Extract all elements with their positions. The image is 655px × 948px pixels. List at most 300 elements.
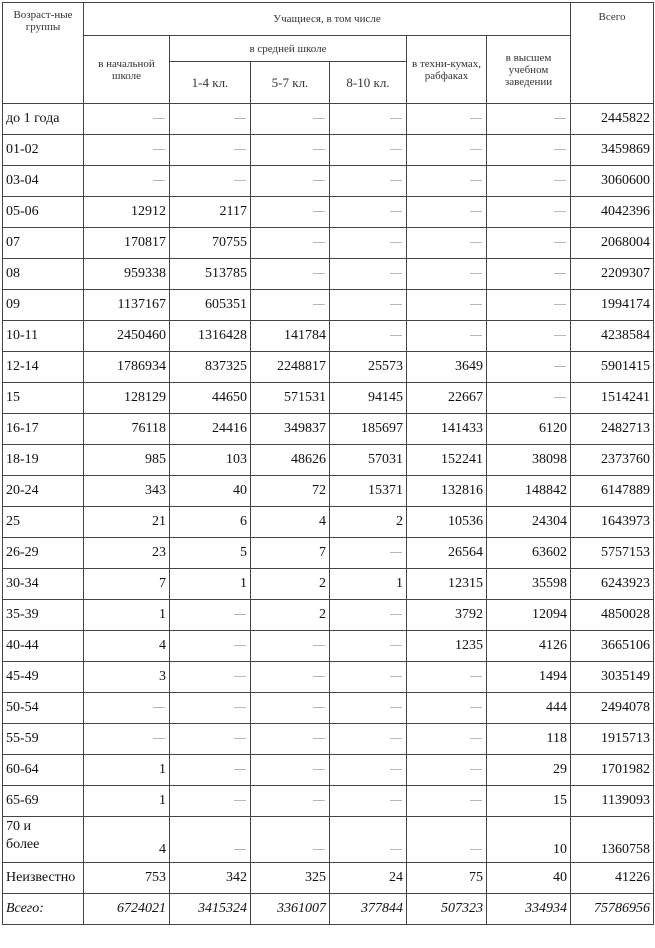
value-cell: 1 xyxy=(84,755,170,786)
value-cell: 3 xyxy=(84,662,170,693)
age-group-cell: 09 xyxy=(3,290,84,321)
dash-cell xyxy=(407,259,487,290)
dash-mark xyxy=(390,118,402,119)
value-cell: 5 xyxy=(170,538,251,569)
value-cell: 1 xyxy=(84,786,170,817)
value-cell: 141433 xyxy=(407,414,487,445)
dash-mark xyxy=(153,180,165,181)
dash-mark xyxy=(470,335,482,336)
value-cell: 29 xyxy=(487,755,571,786)
age-group-cell: 08 xyxy=(3,259,84,290)
table-row xyxy=(3,259,654,290)
dash-cell xyxy=(330,817,407,863)
value-cell: 22667 xyxy=(407,383,487,414)
dash-mark xyxy=(234,800,246,801)
dash-cell xyxy=(330,321,407,352)
dash-cell xyxy=(251,228,330,259)
table-row xyxy=(3,104,654,135)
dash-cell xyxy=(407,104,487,135)
dash-mark xyxy=(390,707,402,708)
value-cell: 24416 xyxy=(170,414,251,445)
value-cell: 1235 xyxy=(407,631,487,662)
header-students-including: Учащиеся, в том числе xyxy=(84,3,571,36)
total-value-cell: 6147889 xyxy=(571,476,654,507)
value-cell: 343 xyxy=(84,476,170,507)
dash-cell xyxy=(251,693,330,724)
age-group-cell: 18-19 xyxy=(3,445,84,476)
value-cell: 132816 xyxy=(407,476,487,507)
dash-cell xyxy=(487,228,571,259)
dash-mark xyxy=(470,707,482,708)
dash-mark xyxy=(234,180,246,181)
value-cell: 118 xyxy=(487,724,571,755)
dash-cell xyxy=(170,135,251,166)
dash-cell xyxy=(330,166,407,197)
dash-cell xyxy=(330,786,407,817)
dash-cell xyxy=(330,631,407,662)
dash-mark xyxy=(554,397,566,398)
value-cell: 24304 xyxy=(487,507,571,538)
dash-cell xyxy=(330,290,407,321)
dash-cell xyxy=(84,724,170,755)
age-group-line: более xyxy=(6,837,40,852)
value-cell: 38098 xyxy=(487,445,571,476)
dash-mark xyxy=(470,676,482,677)
dash-cell xyxy=(170,693,251,724)
dash-mark xyxy=(153,738,165,739)
dash-mark xyxy=(313,707,325,708)
table-row xyxy=(3,631,654,662)
value-cell: 507323 xyxy=(407,894,487,925)
age-group-cell: 10-11 xyxy=(3,321,84,352)
value-cell: 2248817 xyxy=(251,352,330,383)
value-cell: 57031 xyxy=(330,445,407,476)
census-table xyxy=(2,2,654,925)
dash-cell xyxy=(487,290,571,321)
age-group-cell: 07 xyxy=(3,228,84,259)
table-row xyxy=(3,507,654,538)
value-cell: 94145 xyxy=(330,383,407,414)
value-cell: 7 xyxy=(84,569,170,600)
value-cell: 72 xyxy=(251,476,330,507)
value-cell: 2450460 xyxy=(84,321,170,352)
dash-cell xyxy=(407,786,487,817)
dash-cell xyxy=(251,786,330,817)
table-row xyxy=(3,321,654,352)
dash-cell xyxy=(170,724,251,755)
value-cell: 1 xyxy=(84,600,170,631)
dash-mark xyxy=(390,335,402,336)
value-cell: 513785 xyxy=(170,259,251,290)
dash-cell xyxy=(170,166,251,197)
value-cell: 325 xyxy=(251,863,330,894)
total-value-cell: 5901415 xyxy=(571,352,654,383)
dash-cell xyxy=(487,104,571,135)
table-row xyxy=(3,538,654,569)
value-cell: 128129 xyxy=(84,383,170,414)
dash-mark xyxy=(390,242,402,243)
table-row xyxy=(3,569,654,600)
dash-mark xyxy=(390,849,402,850)
total-value-cell: 1994174 xyxy=(571,290,654,321)
value-cell: 753 xyxy=(84,863,170,894)
dash-cell xyxy=(251,755,330,786)
dash-mark xyxy=(390,211,402,212)
dash-mark xyxy=(234,676,246,677)
dash-cell xyxy=(487,197,571,228)
dash-cell xyxy=(251,631,330,662)
value-cell: 141784 xyxy=(251,321,330,352)
dash-mark xyxy=(390,304,402,305)
dash-mark xyxy=(234,614,246,615)
table-row xyxy=(3,445,654,476)
dash-cell xyxy=(84,166,170,197)
age-group-cell: 12-14 xyxy=(3,352,84,383)
dash-cell xyxy=(330,600,407,631)
dash-mark xyxy=(313,149,325,150)
dash-cell xyxy=(170,755,251,786)
dash-cell xyxy=(330,197,407,228)
dash-mark xyxy=(313,273,325,274)
value-cell: 571531 xyxy=(251,383,330,414)
dash-mark xyxy=(390,769,402,770)
dash-cell xyxy=(170,786,251,817)
value-cell: 170817 xyxy=(84,228,170,259)
dash-mark xyxy=(554,118,566,119)
value-cell: 40 xyxy=(487,863,571,894)
value-cell: 1494 xyxy=(487,662,571,693)
table-body xyxy=(3,104,654,925)
value-cell: 152241 xyxy=(407,445,487,476)
dash-mark xyxy=(470,242,482,243)
dash-cell xyxy=(330,538,407,569)
total-value-cell: 2068004 xyxy=(571,228,654,259)
age-group-cell: 03-04 xyxy=(3,166,84,197)
dash-cell xyxy=(170,662,251,693)
table-row xyxy=(3,786,654,817)
dash-mark xyxy=(554,304,566,305)
value-cell: 342 xyxy=(170,863,251,894)
dash-cell xyxy=(407,166,487,197)
dash-cell xyxy=(330,259,407,290)
total-value-cell: 1514241 xyxy=(571,383,654,414)
value-cell: 44650 xyxy=(170,383,251,414)
total-value-cell: 5757153 xyxy=(571,538,654,569)
dash-mark xyxy=(554,211,566,212)
dash-cell xyxy=(487,135,571,166)
age-group-cell: 40-44 xyxy=(3,631,84,662)
value-cell: 70755 xyxy=(170,228,251,259)
dash-mark xyxy=(313,676,325,677)
total-value-cell: 1701982 xyxy=(571,755,654,786)
value-cell: 48626 xyxy=(251,445,330,476)
dash-mark xyxy=(390,273,402,274)
value-cell: 10536 xyxy=(407,507,487,538)
table-row xyxy=(3,817,654,863)
dash-cell xyxy=(84,693,170,724)
dash-cell xyxy=(330,755,407,786)
age-group-cell: 01-02 xyxy=(3,135,84,166)
dash-cell xyxy=(170,600,251,631)
dash-mark xyxy=(390,149,402,150)
value-cell: 148842 xyxy=(487,476,571,507)
table-row xyxy=(3,724,654,755)
value-cell: 7 xyxy=(251,538,330,569)
value-cell: 1137167 xyxy=(84,290,170,321)
value-cell: 12315 xyxy=(407,569,487,600)
table-row xyxy=(3,166,654,197)
dash-cell xyxy=(407,817,487,863)
dash-cell xyxy=(330,693,407,724)
dash-mark xyxy=(313,242,325,243)
value-cell: 75 xyxy=(407,863,487,894)
table-row xyxy=(3,600,654,631)
value-cell: 24 xyxy=(330,863,407,894)
dash-mark xyxy=(470,211,482,212)
page xyxy=(2,2,653,925)
value-cell: 63602 xyxy=(487,538,571,569)
dash-mark xyxy=(390,645,402,646)
value-cell: 40 xyxy=(170,476,251,507)
dash-cell xyxy=(407,724,487,755)
dash-cell xyxy=(84,135,170,166)
value-cell: 6 xyxy=(170,507,251,538)
table-row xyxy=(3,383,654,414)
value-cell: 12912 xyxy=(84,197,170,228)
dash-cell xyxy=(251,259,330,290)
header-grades-8-10: 8-10 кл. xyxy=(330,62,407,104)
total-value-cell: 3035149 xyxy=(571,662,654,693)
dash-mark xyxy=(313,849,325,850)
age-group-cell: 55-59 xyxy=(3,724,84,755)
value-cell: 4 xyxy=(84,631,170,662)
dash-mark xyxy=(234,849,246,850)
total-value-cell: 1360758 xyxy=(571,817,654,863)
dash-mark xyxy=(470,849,482,850)
value-cell: 2 xyxy=(330,507,407,538)
age-group-cell: 15 xyxy=(3,383,84,414)
dash-mark xyxy=(554,273,566,274)
dash-cell xyxy=(407,228,487,259)
dash-cell xyxy=(330,104,407,135)
dash-mark xyxy=(390,800,402,801)
dash-mark xyxy=(313,645,325,646)
value-cell: 1 xyxy=(330,569,407,600)
total-value-cell: 1915713 xyxy=(571,724,654,755)
value-cell: 3361007 xyxy=(251,894,330,925)
value-cell: 1316428 xyxy=(170,321,251,352)
table-row xyxy=(3,755,654,786)
value-cell: 4 xyxy=(84,817,170,863)
dash-mark xyxy=(470,738,482,739)
total-value-cell: 41226 xyxy=(571,863,654,894)
value-cell: 15371 xyxy=(330,476,407,507)
age-group-cell: 25 xyxy=(3,507,84,538)
dash-cell xyxy=(407,662,487,693)
dash-mark xyxy=(554,242,566,243)
dash-mark xyxy=(153,149,165,150)
dash-mark xyxy=(390,738,402,739)
age-group-cell: 16-17 xyxy=(3,414,84,445)
dash-mark xyxy=(390,676,402,677)
value-cell: 837325 xyxy=(170,352,251,383)
table-row xyxy=(3,228,654,259)
value-cell: 334934 xyxy=(487,894,571,925)
age-group-cell xyxy=(3,817,84,863)
value-cell: 985 xyxy=(84,445,170,476)
dash-mark xyxy=(234,707,246,708)
total-value-cell: 3459869 xyxy=(571,135,654,166)
dash-cell xyxy=(170,631,251,662)
table-row xyxy=(3,414,654,445)
value-cell: 1786934 xyxy=(84,352,170,383)
dash-mark xyxy=(470,118,482,119)
age-group-cell: Неизвестно xyxy=(3,863,84,894)
dash-mark xyxy=(554,366,566,367)
dash-mark xyxy=(470,149,482,150)
dash-cell xyxy=(407,135,487,166)
value-cell: 4126 xyxy=(487,631,571,662)
dash-cell xyxy=(487,383,571,414)
dash-cell xyxy=(84,104,170,135)
dash-mark xyxy=(153,707,165,708)
value-cell: 3792 xyxy=(407,600,487,631)
dash-cell xyxy=(170,104,251,135)
header-age-groups: Возраст-ные группы xyxy=(3,3,84,104)
dash-mark xyxy=(470,769,482,770)
value-cell: 6724021 xyxy=(84,894,170,925)
header-technical-schools: в техни-кумах, рабфаках xyxy=(407,36,487,104)
dash-mark xyxy=(470,304,482,305)
header-total: Всего xyxy=(571,3,654,104)
value-cell: 12094 xyxy=(487,600,571,631)
total-row xyxy=(3,894,654,925)
dash-mark xyxy=(313,738,325,739)
value-cell: 377844 xyxy=(330,894,407,925)
dash-cell xyxy=(487,352,571,383)
table-row xyxy=(3,476,654,507)
dash-mark xyxy=(313,211,325,212)
dash-cell xyxy=(251,135,330,166)
dash-cell xyxy=(487,166,571,197)
dash-cell xyxy=(251,817,330,863)
dash-mark xyxy=(554,149,566,150)
value-cell: 103 xyxy=(170,445,251,476)
dash-cell xyxy=(407,693,487,724)
value-cell: 26564 xyxy=(407,538,487,569)
table-row xyxy=(3,863,654,894)
value-cell: 349837 xyxy=(251,414,330,445)
header-secondary-school: в средней школе xyxy=(170,36,407,62)
value-cell: 3415324 xyxy=(170,894,251,925)
dash-mark xyxy=(234,149,246,150)
age-group-cell: 05-06 xyxy=(3,197,84,228)
dash-cell xyxy=(407,321,487,352)
table-row xyxy=(3,290,654,321)
dash-mark xyxy=(234,118,246,119)
dash-cell xyxy=(330,724,407,755)
dash-mark xyxy=(234,738,246,739)
dash-cell xyxy=(251,104,330,135)
value-cell: 185697 xyxy=(330,414,407,445)
age-group-cell: 26-29 xyxy=(3,538,84,569)
table-row xyxy=(3,693,654,724)
dash-mark xyxy=(313,118,325,119)
total-value-cell: 4238584 xyxy=(571,321,654,352)
dash-mark xyxy=(470,180,482,181)
dash-cell xyxy=(170,817,251,863)
dash-cell xyxy=(330,228,407,259)
dash-mark xyxy=(313,180,325,181)
value-cell: 3649 xyxy=(407,352,487,383)
total-value-cell: 1643973 xyxy=(571,507,654,538)
table-row xyxy=(3,352,654,383)
total-value-cell: 4042396 xyxy=(571,197,654,228)
total-value-cell: 4850028 xyxy=(571,600,654,631)
dash-cell xyxy=(407,197,487,228)
total-value-cell: 75786956 xyxy=(571,894,654,925)
table-row xyxy=(3,135,654,166)
dash-mark xyxy=(234,645,246,646)
age-group-cell: 30-34 xyxy=(3,569,84,600)
value-cell: 6120 xyxy=(487,414,571,445)
value-cell: 10 xyxy=(487,817,571,863)
value-cell: 2 xyxy=(251,600,330,631)
dash-cell xyxy=(487,321,571,352)
dash-cell xyxy=(251,166,330,197)
dash-mark xyxy=(390,614,402,615)
dash-mark xyxy=(390,180,402,181)
table-row xyxy=(3,662,654,693)
value-cell: 1 xyxy=(170,569,251,600)
age-group-cell: Всего: xyxy=(3,894,84,925)
value-cell: 35598 xyxy=(487,569,571,600)
value-cell: 76118 xyxy=(84,414,170,445)
dash-cell xyxy=(487,259,571,290)
age-group-cell: 65-69 xyxy=(3,786,84,817)
dash-mark xyxy=(313,769,325,770)
total-value-cell: 3060600 xyxy=(571,166,654,197)
dash-cell xyxy=(251,197,330,228)
value-cell: 21 xyxy=(84,507,170,538)
dash-cell xyxy=(251,724,330,755)
value-cell: 444 xyxy=(487,693,571,724)
value-cell: 23 xyxy=(84,538,170,569)
dash-mark xyxy=(313,304,325,305)
dash-cell xyxy=(330,662,407,693)
total-value-cell: 2373760 xyxy=(571,445,654,476)
header-higher-education: в высшем учебном заведении xyxy=(487,36,571,104)
total-value-cell: 6243923 xyxy=(571,569,654,600)
dash-cell xyxy=(407,290,487,321)
table-row xyxy=(3,197,654,228)
age-group-cell: 20-24 xyxy=(3,476,84,507)
dash-mark xyxy=(153,118,165,119)
value-cell: 25573 xyxy=(330,352,407,383)
dash-mark xyxy=(554,180,566,181)
dash-mark xyxy=(554,335,566,336)
header-grades-1-4: 1-4 кл. xyxy=(170,62,251,104)
age-group-line: 70 и xyxy=(6,819,31,834)
dash-mark xyxy=(313,800,325,801)
dash-cell xyxy=(251,290,330,321)
table-header xyxy=(3,3,654,104)
value-cell: 2117 xyxy=(170,197,251,228)
value-cell: 4 xyxy=(251,507,330,538)
dash-mark xyxy=(390,552,402,553)
age-group-cell: 50-54 xyxy=(3,693,84,724)
total-value-cell: 2445822 xyxy=(571,104,654,135)
